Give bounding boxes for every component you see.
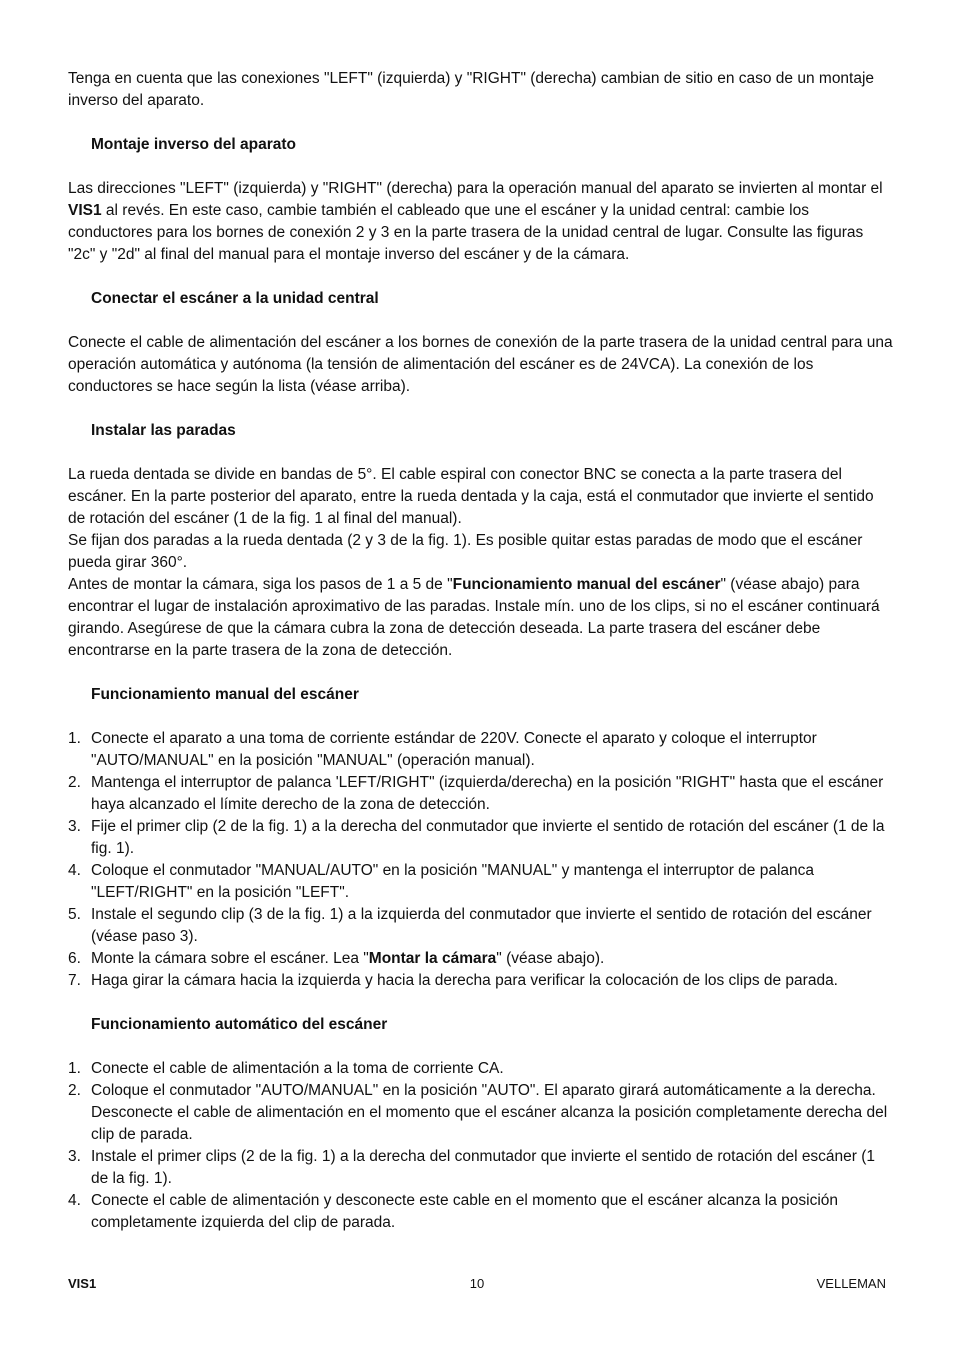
list-item: 7. Haga girar la cámara hacia la izquierda y hacia la derecha para verificar la colocación de los clips de parada.: [68, 972, 838, 989]
list-item: 1. Conecte el aparato a una toma de corriente estándar de 220V. Conecte el aparato y coloque el interruptor "AUTO/MANUAL" en la posición "MANUAL" (operación manual).: [68, 730, 817, 769]
list-item: 2. Mantenga el interruptor de palanca 'LEFT/RIGHT" (izquierda/derecha) en la posición "RIGHT" hasta que el escáner haya alcanzado el límite derecho de la zona de detección.: [68, 774, 884, 813]
list-item: 6. Monte la cámara sobre el escáner. Lea "Montar la cámara" (véase abajo).: [68, 950, 605, 967]
heading-instalar-paradas: Instalar las paradas: [91, 422, 236, 439]
heading-montaje-inverso: Montaje inverso del aparato: [91, 136, 296, 153]
intro-paragraph: Tenga en cuenta que las conexiones "LEFT" (izquierda) y "RIGHT" (derecha) cambian de sitio en caso de un montaje inverso del aparato.: [68, 70, 875, 109]
list-item: 2. Coloque el conmutador "AUTO/MANUAL" en la posición "AUTO". El aparato girará automáticamente a la derecha. Desconecte el cable de alimentación en el momento que el escáner alcanza la posición completamente derecha del clip de parada.: [68, 1082, 888, 1143]
list-item: 5. Instale el segundo clip (3 de la fig. 1) a la izquierda del conmutador que invierte el sentido de rotación del escáner (véase paso 3).: [68, 906, 872, 945]
list-item: 1. Conecte el cable de alimentación a la toma de corriente CA.: [68, 1060, 504, 1077]
page-content: [68, 68, 894, 1256]
paragraph-conectar-escaner: Conecte el cable de alimentación del escáner a los bornes de conexión de la parte trasera de la unidad central para una operación automática y autónoma (la tensión de alimentación del escáner es de 24VCA). La conexión de los conductores se hace según la lista (véase arriba).: [68, 334, 893, 395]
list-item: 3. Fije el primer clip (2 de la fig. 1) a la derecha del conmutador que invierte el sentido de rotación del escáner (1 de la fig. 1).: [68, 818, 885, 857]
paragraph-montaje-inverso: Las direcciones "LEFT" (izquierda) y "RIGHT" (derecha) para la operación manual del aparato se invierten al montar el VIS1 al revés. En este caso, cambie también el cableado que une el escáner y la unidad central: cambie los conductores para los bornes de conexión 2 y 3 en la parte trasera de la unidad central de lugar. Consulte las figuras "2c" y "2d" al final del manual para el montaje inverso del escáner y de la cámara.: [68, 180, 883, 263]
heading-funcionamiento-manual: Funcionamiento manual del escáner: [91, 686, 359, 703]
heading-funcionamiento-automatico: Funcionamiento automático del escáner: [91, 1016, 388, 1033]
footer-brand: VELLEMAN: [816, 1276, 886, 1291]
list-item: 4. Conecte el cable de alimentación y desconecte este cable en el momento que el escáner alcanza la posición completamente izquierda del clip de parada.: [68, 1192, 839, 1231]
list-funcionamiento-automatico: [68, 1058, 894, 1234]
heading-conectar-escaner: Conectar el escáner a la unidad central: [91, 290, 379, 307]
list-item: 3. Instale el primer clips (2 de la fig. 1) a la derecha del conmutador que invierte el sentido de rotación del escáner (1 de la fig. 1).: [68, 1148, 876, 1187]
footer-model: VIS1: [68, 1276, 97, 1291]
paragraph-instalar-paradas: La rueda dentada se divide en bandas de 5°. El cable espiral con conector BNC se conecta a la parte trasera del escáner. En la parte posterior del aparato, entre la rueda dentada y la caja, está el conmutador que invierte el sentido de rotación del escáner (1 de la fig. 1 al final del manual). Se fijan dos paradas a la rueda dentada (2 y 3 de la fig. 1). Es posible quitar estas paradas de modo que el escáner pueda girar 360°. Antes de montar la cámara, siga los pasos de 1 a 5 de "Funcionamiento manual del escáner" (véase abajo) para encontrar el lugar de instalación aproximativo de las paradas. Instale mín. uno de los clips, si no el escáner continuará girando. Asegúrese de que la cámara cubra la zona de detección deseada. La parte trasera del escáner debe encontrarse en la parte trasera de la zona de detección.: [68, 466, 880, 659]
list-funcionamiento-manual: [68, 728, 894, 992]
list-item: 4. Coloque el conmutador "MANUAL/AUTO" en la posición "MANUAL" y mantenga el interruptor de palanca "LEFT/RIGHT" en la posición "LEFT".: [68, 862, 815, 901]
page-number: 10: [469, 1276, 485, 1291]
